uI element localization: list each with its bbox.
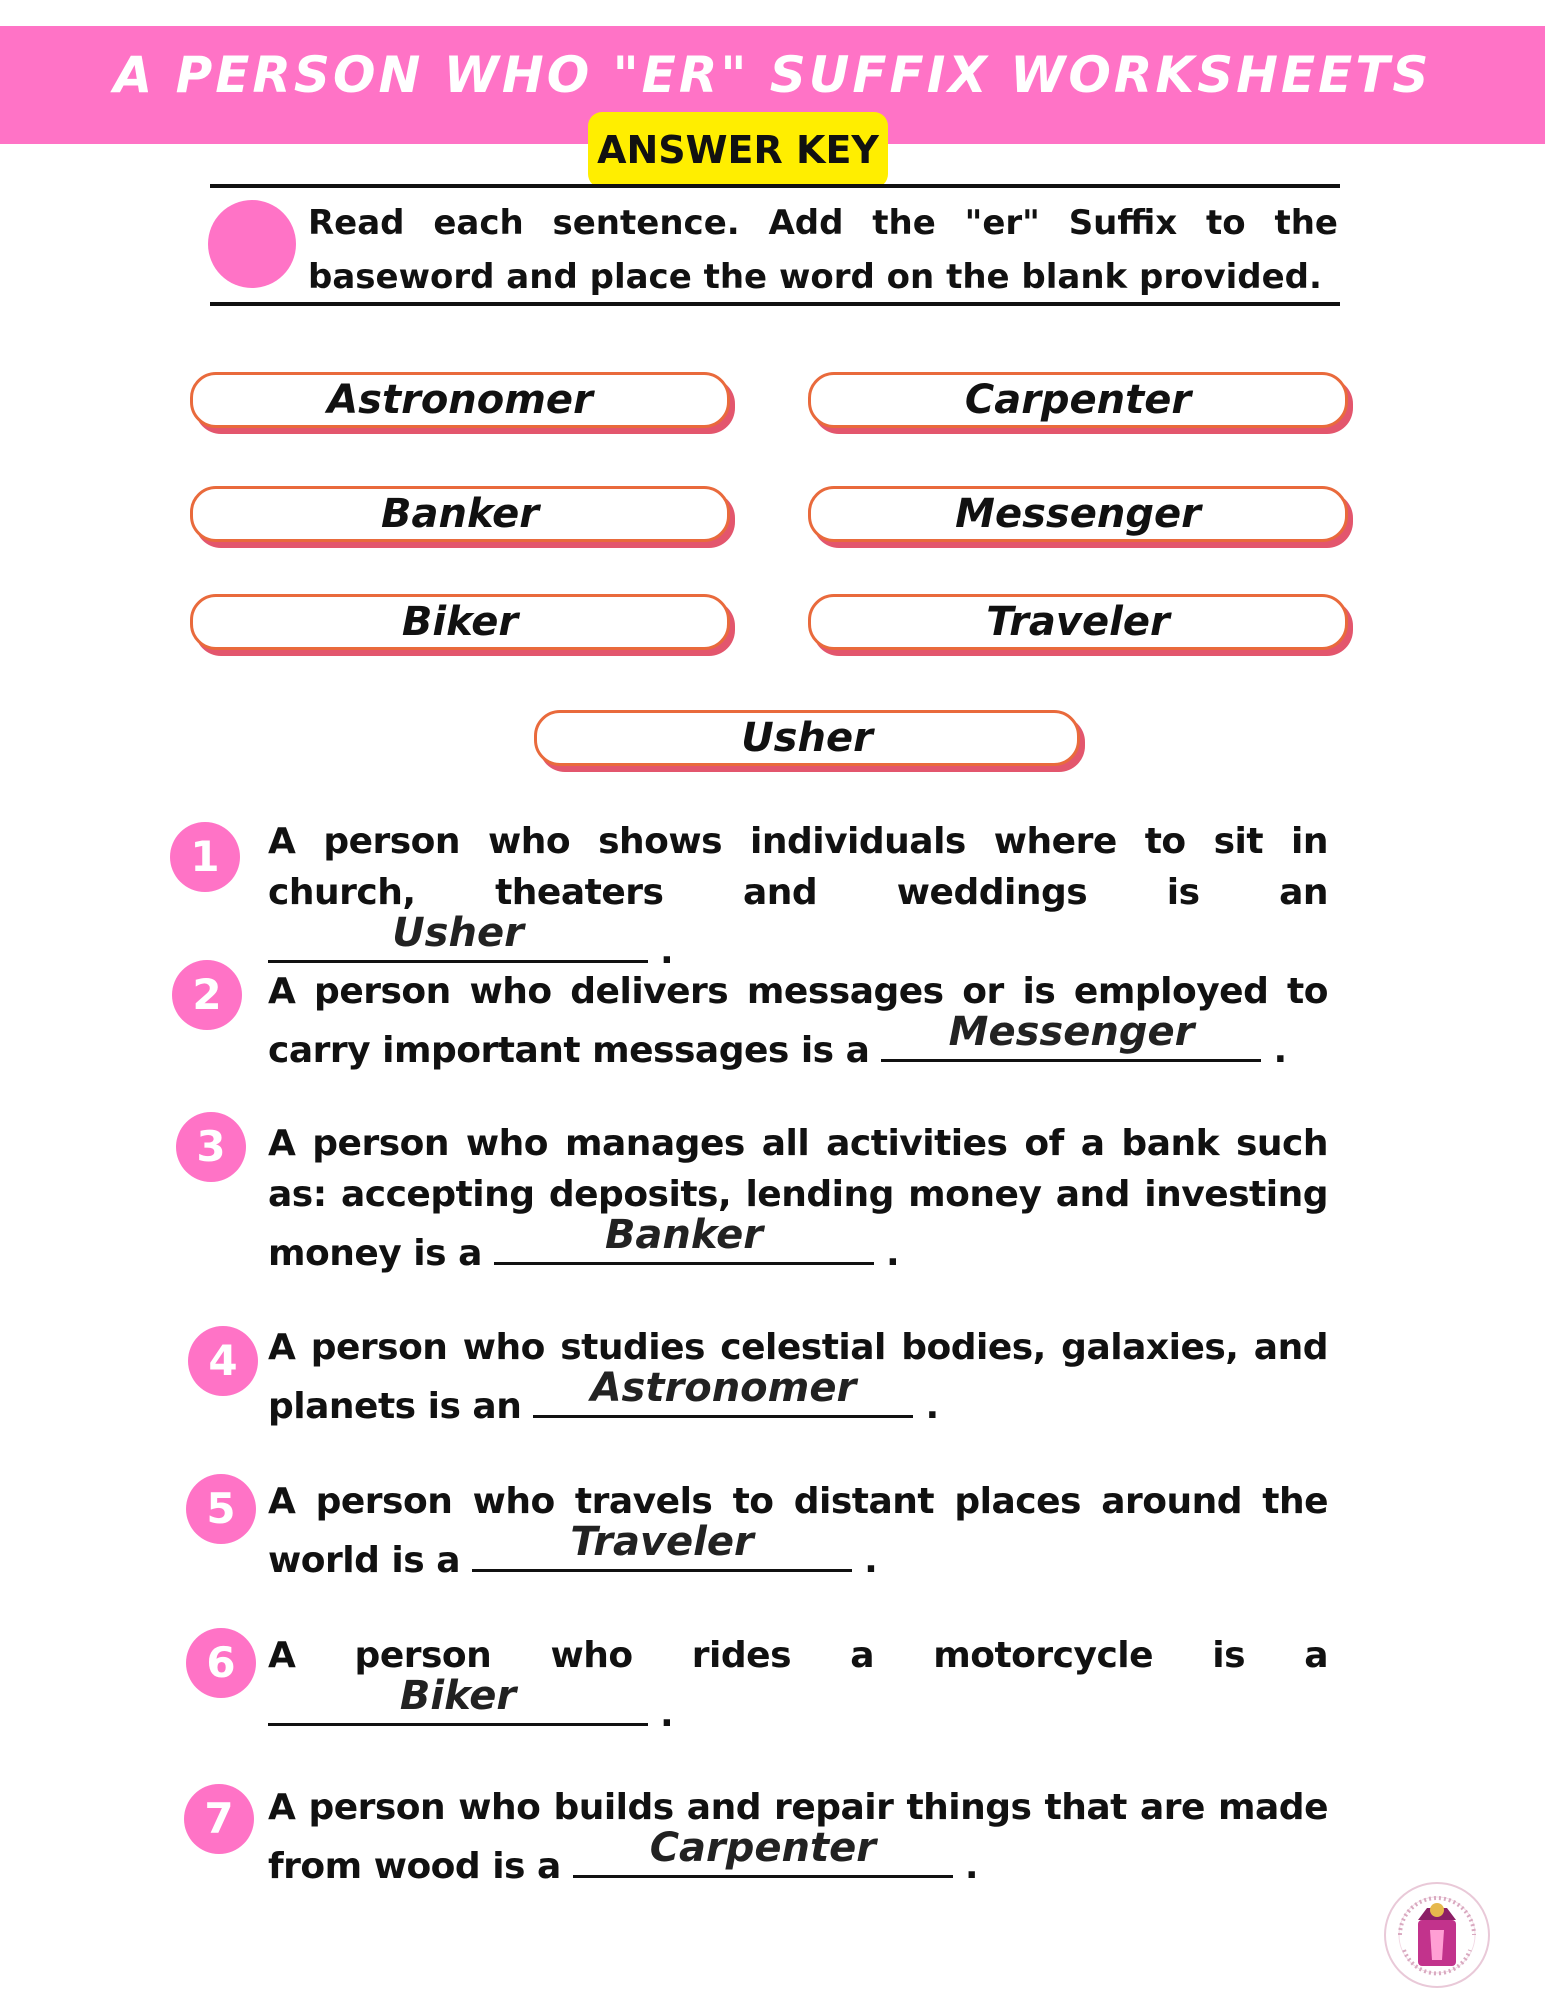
answer-text: Carpenter	[649, 1825, 876, 1871]
answer-text: Messenger	[948, 1009, 1195, 1055]
question-number-1: 1	[170, 822, 240, 892]
word-bank-item: Carpenter	[808, 372, 1348, 428]
answer-blank	[533, 1365, 913, 1418]
word-bank-item: Traveler	[808, 594, 1348, 650]
question-4	[268, 1322, 1328, 1432]
answer-text: Traveler	[570, 1519, 754, 1565]
question-5	[268, 1476, 1328, 1586]
question-end: .	[964, 1846, 979, 1887]
question-2	[268, 966, 1328, 1076]
question-number-7: 7	[184, 1784, 254, 1854]
answer-blank	[268, 910, 648, 963]
word-bank-item: Astronomer	[190, 372, 730, 428]
answer-blank	[268, 1673, 648, 1726]
question-text: A person who travels to distant places around the world is a	[268, 1481, 1328, 1581]
question-number-4: 4	[188, 1326, 258, 1396]
question-number-6: 6	[186, 1628, 256, 1698]
word-bank-item: Messenger	[808, 486, 1348, 542]
question-end: .	[1273, 1030, 1287, 1071]
question-7	[268, 1782, 1328, 1892]
answer-blank	[881, 1009, 1261, 1062]
answer-key-badge: ANSWER KEY	[588, 112, 888, 188]
question-text: A person who rides a motorcycle is a	[268, 1635, 1328, 1676]
answer-blank	[494, 1212, 874, 1265]
question-text: A person who delivers messages or is employed to carry important messages is a	[268, 971, 1328, 1071]
question-1	[268, 816, 1328, 977]
question-text: A person who studies celestial bodies, galaxies, and planets is an	[268, 1327, 1328, 1427]
answer-text: Usher	[392, 910, 524, 956]
instruction-bullet	[208, 200, 296, 288]
worksheet-title: A PERSON WHO "ER" SUFFIX WORKSHEETS	[113, 46, 1432, 104]
word-bank-item: Biker	[190, 594, 730, 650]
divider-top	[210, 184, 1340, 188]
question-end: .	[864, 1540, 878, 1581]
question-6	[268, 1630, 1328, 1740]
logo-emblem-icon	[1382, 1880, 1492, 1990]
answer-blank	[573, 1825, 953, 1878]
answer-blank	[472, 1519, 852, 1572]
question-end: .	[660, 1694, 674, 1735]
question-text: A person who shows individuals where to sit in church, theaters and weddings is an	[268, 821, 1328, 913]
answer-text: Biker	[399, 1673, 517, 1719]
question-end: .	[885, 1233, 900, 1274]
answer-text: Banker	[604, 1212, 763, 1258]
answer-text: Astronomer	[590, 1365, 857, 1411]
boutique-logo	[1382, 1880, 1492, 1990]
question-number-3: 3	[176, 1112, 246, 1182]
word-bank-item: Banker	[190, 486, 730, 542]
question-3	[268, 1118, 1328, 1279]
question-text: A person who manages all activities of a bank such as: accepting deposits, lending money and investing money is a	[268, 1123, 1328, 1274]
divider-bottom	[210, 302, 1340, 306]
question-number-5: 5	[186, 1474, 256, 1544]
question-text: A person who builds and repair things that are made from wood is a	[268, 1787, 1328, 1887]
question-number-2: 2	[172, 960, 242, 1030]
word-bank-item: Usher	[534, 710, 1080, 766]
question-end: .	[660, 931, 674, 972]
instructions-text: Read each sentence. Add the "er" Suffix to the baseword and place the word on the blank provided.	[308, 203, 1338, 297]
question-end: .	[925, 1386, 939, 1427]
